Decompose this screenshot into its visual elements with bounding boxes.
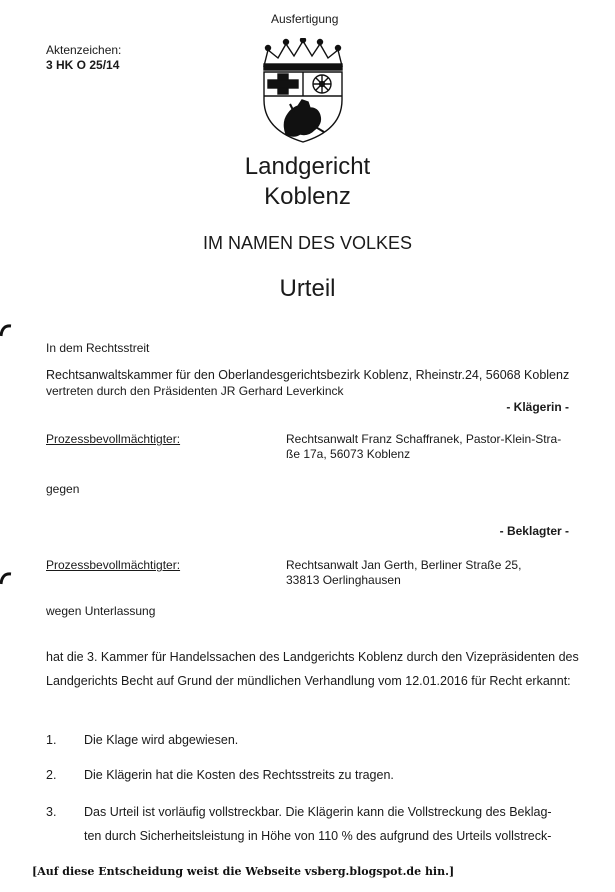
- ruling-number: 2.: [46, 768, 57, 782]
- court-name-line-2: Koblenz: [264, 183, 351, 210]
- ruling-number: 3.: [46, 805, 57, 819]
- footer-note: [Auf diese Entscheidung weist die Webseite vsberg.blogspot.de hin.]: [32, 865, 455, 878]
- plaintiff-line-2: vertreten durch den Präsidenten JR Gerhard Leverkinck: [46, 384, 344, 398]
- punch-mark: [0, 570, 12, 586]
- recital-line-1: hat die 3. Kammer für Handelssachen des Landgerichts Koblenz durch den Vizepräsidenten des: [46, 650, 579, 664]
- plaintiff-role: - Klägerin -: [506, 400, 569, 414]
- subject-matter: wegen Unterlassung: [46, 604, 156, 618]
- plaintiff-counsel-label: Prozessbevollmächtigter:: [46, 432, 181, 446]
- versus-label: gegen: [46, 482, 80, 496]
- plaintiff-counsel-line-1: Rechtsanwalt Franz Schaffranek, Pastor-Klein-Stra-: [286, 432, 562, 446]
- defendant-role: - Beklagter -: [499, 524, 569, 538]
- defendant-counsel-label: Prozessbevollmächtigter:: [46, 558, 181, 572]
- defendant-counsel-line-2: 33813 Oerlinghausen: [286, 573, 401, 587]
- file-reference-value: 3 HK O 25/14: [46, 58, 120, 72]
- recital-line-2: Landgerichts Becht auf Grund der mündlichen Verhandlung vom 12.01.2016 für Recht erkannt:: [46, 674, 571, 688]
- copy-label: Ausfertigung: [271, 12, 339, 26]
- plaintiff-line-1: Rechtsanwaltskammer für den Oberlandesgerichtsbezirk Koblenz, Rheinstr.24, 56068 Koblenz: [46, 368, 570, 382]
- punch-mark: [0, 322, 12, 338]
- judgment-title: Urteil: [279, 275, 336, 302]
- defendant-counsel-line-1: Rechtsanwalt Jan Gerth, Berliner Straße 25,: [286, 558, 522, 572]
- plaintiff-counsel-line-2: ße 17a, 56073 Koblenz: [286, 447, 411, 461]
- ruling-number: 1.: [46, 733, 57, 747]
- ruling-text-continued: ten durch Sicherheitsleistung in Höhe von 110 % des aufgrund des Urteils vollstreck-: [84, 829, 552, 843]
- coat-of-arms-emblem: [258, 38, 348, 143]
- ruling-text: Die Klage wird abgewiesen.: [84, 733, 239, 747]
- ruling-text: Die Klägerin hat die Kosten des Rechtsstreits zu tragen.: [84, 768, 394, 782]
- court-name-line-1: Landgericht: [244, 153, 371, 180]
- ruling-text: Das Urteil ist vorläufig vollstreckbar. Die Klägerin kann die Vollstreckung des Beklag-: [84, 805, 552, 819]
- proceedings-intro: In dem Rechtsstreit: [46, 341, 150, 355]
- in-the-name-of-the-people: IM NAMEN DES VOLKES: [202, 233, 413, 253]
- file-reference-label: Aktenzeichen:: [46, 43, 122, 57]
